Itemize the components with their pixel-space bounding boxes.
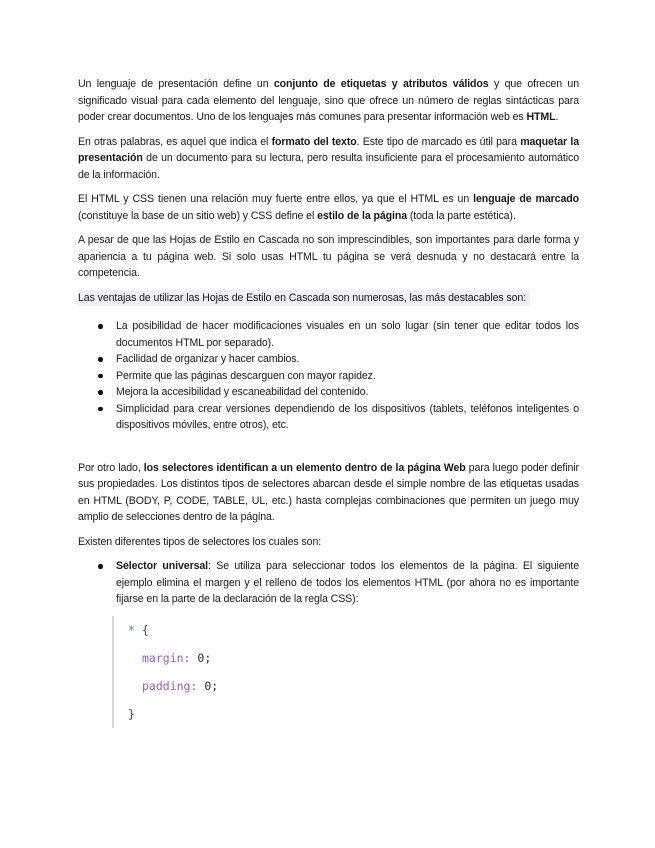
- paragraph-css-importance: A pesar de que las Hojas de Estilo en Cascada no son imprescindibles, son importantes para darle forma y apariencia a tu página web. Si solo usas HTML tu página se verá desnuda y no destacará entre la competencia.: [78, 234, 579, 279]
- list-item: La posibilidad de hacer modificaciones visuales en un solo lugar (sin tener que editar todos los documentos HTML por separado).: [116, 318, 579, 351]
- list-item: Facilidad de organizar y hacer cambios.: [116, 351, 579, 368]
- paragraph-presentation-language: Un lenguaje de presentación define un conjunto de etiquetas y atributos válidos y que ofrecen un significado visual para cada elemento del lenguaje, sino que ofrece un número de reglas sintácticas para poder crear documentos. Uno de los lenguajes más comunes para presentar información web es HTML.: [78, 78, 579, 123]
- list-item: Simplicidad para crear versiones dependiendo de los dispositivos (tablets, teléfonos inteligentes o dispositivos móviles, entre otros), etc.: [116, 401, 579, 434]
- code-line-selector: * {: [128, 622, 149, 637]
- code-block: [112, 616, 579, 728]
- code-line-padding: padding: 0;: [142, 678, 219, 693]
- list-item: Mejora la accesibilidad y escaneabilidad del contenido.: [116, 384, 579, 401]
- highlighted-text: Las ventajas de utilizar las Hojas de Estilo en Cascada son numerosas, las más destacables son:: [78, 290, 530, 307]
- code-line-margin: margin: 0;: [142, 650, 212, 665]
- code-line-close: }: [128, 706, 135, 721]
- paragraph-advantages-intro: [78, 290, 579, 307]
- list-item-selector-universal: Selector universal: Se utiliza para seleccionar todos los elementos de la página. El siguiente ejemplo elimina el margen y el relleno de todos los elementos HTML (por ahora no es importante fijarse en la parte de la declaración de la regla CSS):: [116, 558, 579, 608]
- paragraph-selector-types-intro: Existen diferentes tipos de selectores los cuales son:: [78, 535, 322, 548]
- advantages-list: [78, 318, 579, 434]
- selector-types-list: [78, 558, 579, 608]
- paragraph-selectors: Por otro lado, los selectores identifican a un elemento dentro de la página Web para luego poder definir sus propiedades. Los distintos tipos de selectores abarcan desde el simple nombre de las etiquetas usadas en HTML (BODY, P, CODE, TABLE, UL, etc.) hasta complejas combinaciones que permiten un juego muy amplio de selecciones dentro de la página.: [78, 461, 579, 523]
- paragraph-html-css-relation: El HTML y CSS tienen una relación muy fuerte entre ellos, ya que el HTML es un lenguaje de marcado (constituye la base de un sitio web) y CSS define el estilo de la página (toda la parte estética).: [78, 193, 580, 222]
- paragraph-text-format: En otras palabras, es aquel que indica el formato del texto. Este tipo de marcado es útil para maquetar la presentación de un documento para su lectura, pero resulta insuficiente para el procesamiento automático de la información.: [78, 135, 579, 181]
- list-item: Permite que las páginas descarguen con mayor rapidez.: [116, 368, 579, 385]
- spacer: [78, 434, 579, 460]
